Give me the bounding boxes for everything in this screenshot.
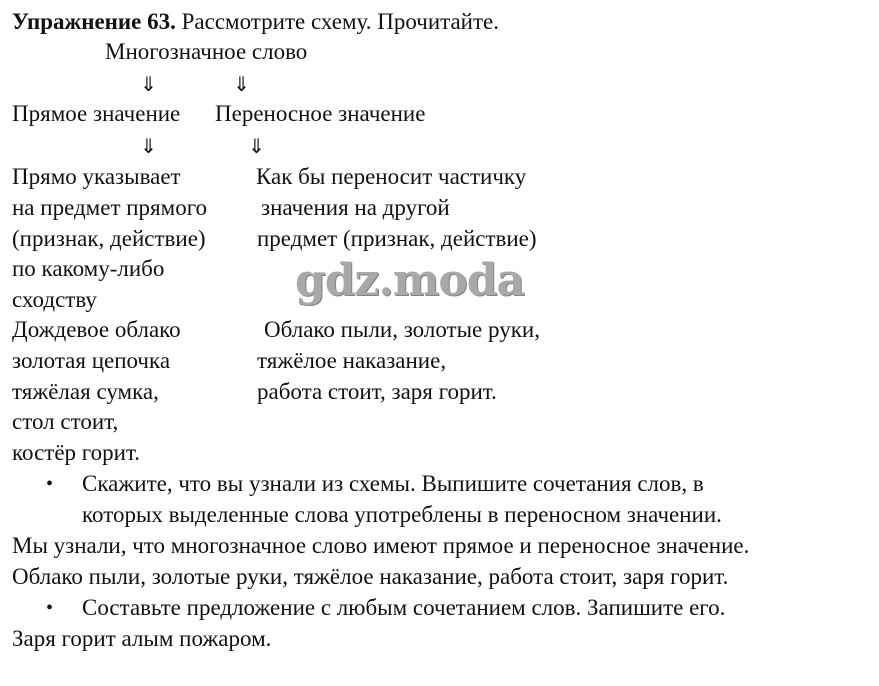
left-example-line: костёр горит. (12, 440, 141, 465)
right-desc-line: предмет (признак, действие) (257, 226, 537, 251)
left-desc-line: сходству (12, 287, 97, 312)
task1-answer-line: Мы узнали, что многозначное слово имеют прямое и переносное значение. (12, 533, 750, 558)
bullet-icon: • (46, 597, 54, 619)
left-example-line: стол стоит, (12, 409, 119, 434)
left-example-line: тяжёлая сумка, (12, 379, 159, 404)
right-example-line: Облако пыли, золотые руки, (264, 317, 540, 342)
task1-answer-line: Облако пыли, золотые руки, тяжёлое наказание, работа стоит, заря горит. (12, 564, 729, 589)
scheme-left-branch: Прямое значение (12, 101, 181, 126)
scheme-root: Многозначное слово (105, 39, 308, 64)
task2-answer: Заря горит алым пожаром. (12, 626, 272, 651)
left-desc-line: (признак, действие) (12, 226, 206, 251)
left-desc-line: по какому-либо (12, 256, 165, 281)
down-arrow-icon: ⇓ (140, 134, 157, 158)
bullet-icon: • (46, 473, 54, 495)
exercise-number: Упражнение 63. (12, 9, 176, 34)
right-example-line: работа стоит, заря горит. (257, 379, 497, 404)
task1-line: которых выделенные слова употреблены в переносном значении. (82, 502, 722, 527)
down-arrow-icon: ⇓ (248, 134, 265, 158)
left-desc-line: на предмет прямого (12, 195, 208, 220)
left-example-line: золотая цепочка (12, 348, 171, 373)
left-example-line: Дождевое облако (12, 317, 181, 342)
left-desc-line: Прямо указывает (12, 164, 181, 189)
exercise-heading (12, 6, 499, 37)
right-desc-line: Как бы переносит частичку (256, 164, 527, 189)
task2-line: Составьте предложение с любым сочетанием слов. Запишите его. (82, 595, 726, 620)
scheme-right-branch: Переносное значение (215, 101, 426, 126)
task1-line: Скажите, что вы узнали из схемы. Выпишите сочетания слов, в (82, 471, 704, 496)
exercise-instruction: Рассмотрите схему. Прочитайте. (181, 9, 500, 34)
down-arrow-icon: ⇓ (140, 72, 157, 96)
down-arrow-icon: ⇓ (233, 72, 250, 96)
watermark-logo: gdz.moda (295, 255, 525, 306)
right-example-line: тяжёлое наказание, (257, 348, 447, 373)
right-desc-line: значения на другой (261, 195, 450, 220)
